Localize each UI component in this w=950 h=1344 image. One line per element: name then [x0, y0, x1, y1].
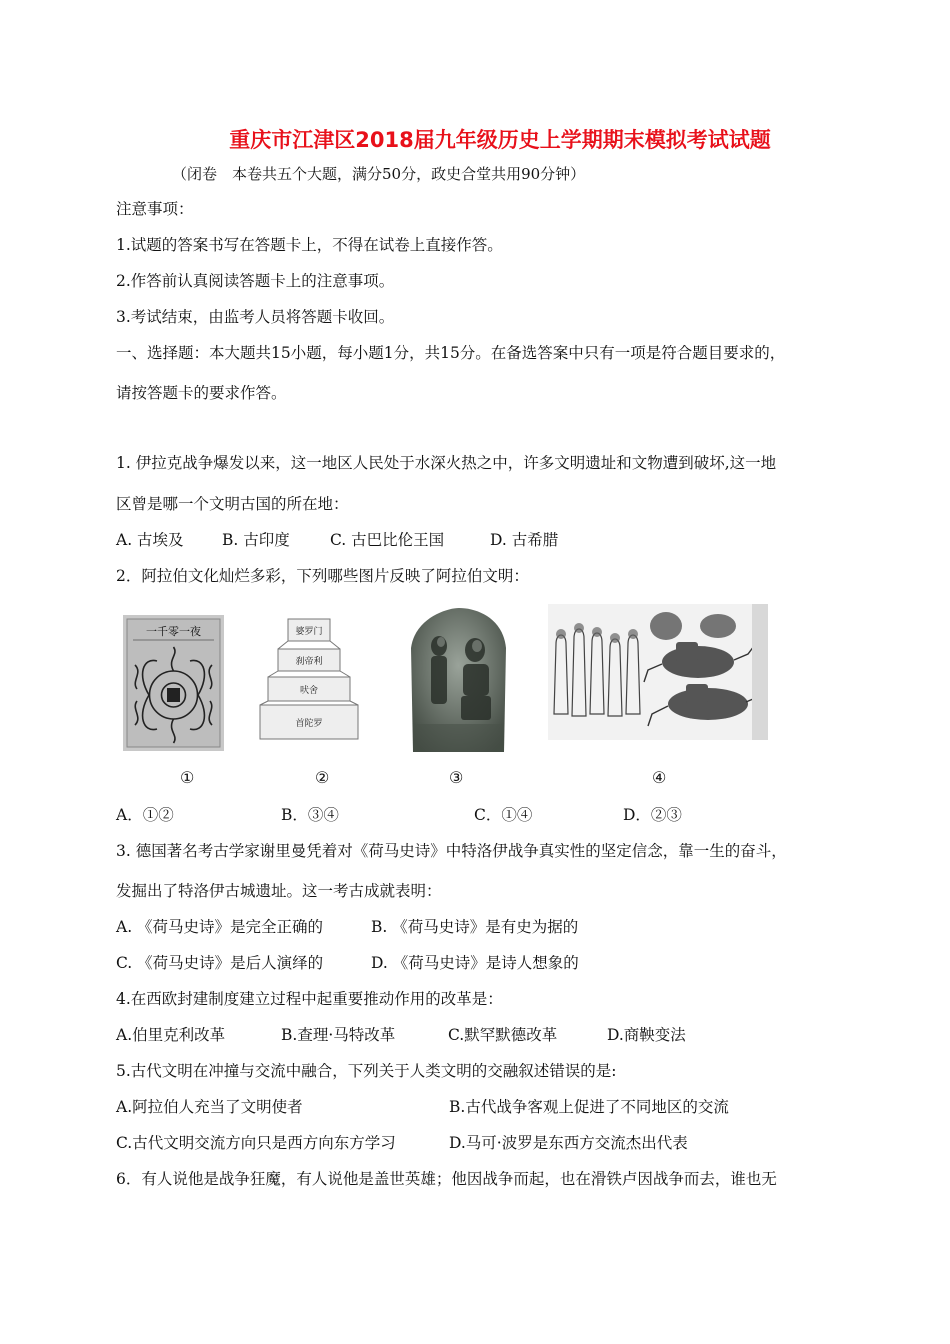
q1-option-b: B. 古印度: [222, 531, 290, 549]
q2-option-d: D．②③: [623, 806, 682, 824]
section1-instructions: 一、选择题：本大题共15小题，每小题1分，共15分。在备选答案中只有一项是符合题目要求的，: [116, 344, 786, 362]
pyramid-level-3: 吠舍: [299, 686, 319, 696]
exam-subtitle: （闭卷 本卷共五个大题，满分50分，政史合堂共用90分钟）: [172, 165, 586, 183]
q5-option-a: A.阿拉伯人充当了文明使者: [116, 1098, 303, 1116]
book-cover-image: [123, 615, 224, 751]
image-label-1: ①: [180, 768, 195, 787]
image-label-2: ②: [315, 768, 330, 787]
q3-option-a: A. 《荷马史诗》是完全正确的: [116, 918, 324, 936]
page-title: 重庆市江津区2018届九年级历史上学期期末模拟考试试题: [229, 128, 771, 152]
q3-option-b: B. 《荷马史诗》是有史为据的: [371, 918, 579, 936]
caravan-painting-image: [548, 604, 768, 740]
q2-option-a: A．①②: [116, 806, 174, 824]
q5-option-c: C.古代文明交流方向只是西方向东方学习: [116, 1134, 396, 1152]
pyramid-level-4: 首陀罗: [295, 719, 323, 729]
section1-instructions-cont: 请按答题卡的要求作答。: [116, 384, 287, 402]
q2-option-b: B．③④: [281, 806, 339, 824]
q5-option-b: B.古代战争客观上促进了不同地区的交流: [449, 1098, 729, 1116]
q3-option-d: D. 《荷马史诗》是诗人想象的: [371, 954, 579, 972]
q1-stem: 1. 伊拉克战争爆发以来，这一地区人民处于水深火热之中，许多文明遗址和文物遭到破坏,这一地: [116, 454, 777, 472]
q1-option-a: A. 古埃及: [116, 531, 184, 549]
stele-relief-image: [407, 608, 510, 752]
q2-option-c: C．①④: [474, 806, 533, 824]
q6-stem: 6．有人说他是战争狂魔，有人说他是盖世英雄；他因战争而起，也在滑铁卢因战争而去，谁也无: [116, 1170, 777, 1188]
q3-stem: 3. 德国著名考古学家谢里曼凭着对《荷马史诗》中特洛伊战争真实性的坚定信念，靠一生的奋斗，: [116, 842, 787, 860]
q3-stem-cont: 发掘出了特洛伊古城遗址。这一考古成就表明：: [116, 882, 442, 900]
book-title: 一千零一夜: [146, 625, 201, 638]
q1-option-c: C. 古巴比伦王国: [330, 531, 445, 549]
pyramid-level-1: 婆罗门: [295, 627, 323, 637]
q4-option-d: D.商鞅变法: [607, 1026, 686, 1044]
q4-stem: 4.在西欧封建制度建立过程中起重要推动作用的改革是：: [116, 990, 503, 1008]
image-label-3: ③: [449, 768, 464, 787]
caste-pyramid-diagram: [246, 615, 372, 741]
image-label-4: ④: [652, 768, 667, 787]
q2-stem: 2．阿拉伯文化灿烂多彩，下列哪些图片反映了阿拉伯文明：: [116, 567, 529, 585]
q4-option-b: B.查理·马特改革: [281, 1026, 396, 1044]
note-item: 1.试题的答案书写在答题卡上，不得在试卷上直接作答。: [116, 236, 503, 254]
q3-option-c: C. 《荷马史诗》是后人演绎的: [116, 954, 324, 972]
q1-option-d: D. 古希腊: [490, 531, 559, 549]
q4-option-a: A.伯里克利改革: [116, 1026, 226, 1044]
q5-stem: 5.古代文明在冲撞与交流中融合，下列关于人类文明的交融叙述错误的是:: [116, 1062, 617, 1080]
q1-stem-cont: 区曾是哪一个文明古国的所在地：: [116, 495, 349, 513]
note-item: 2.作答前认真阅读答题卡上的注意事项。: [116, 272, 395, 290]
q5-option-d: D.马可·波罗是东西方交流杰出代表: [449, 1134, 688, 1152]
notes-heading: 注意事项：: [116, 200, 194, 218]
note-item: 3.考试结束，由监考人员将答题卡收回。: [116, 308, 395, 326]
pyramid-level-2: 刹帝利: [295, 657, 323, 667]
q4-option-c: C.默罕默德改革: [448, 1026, 558, 1044]
